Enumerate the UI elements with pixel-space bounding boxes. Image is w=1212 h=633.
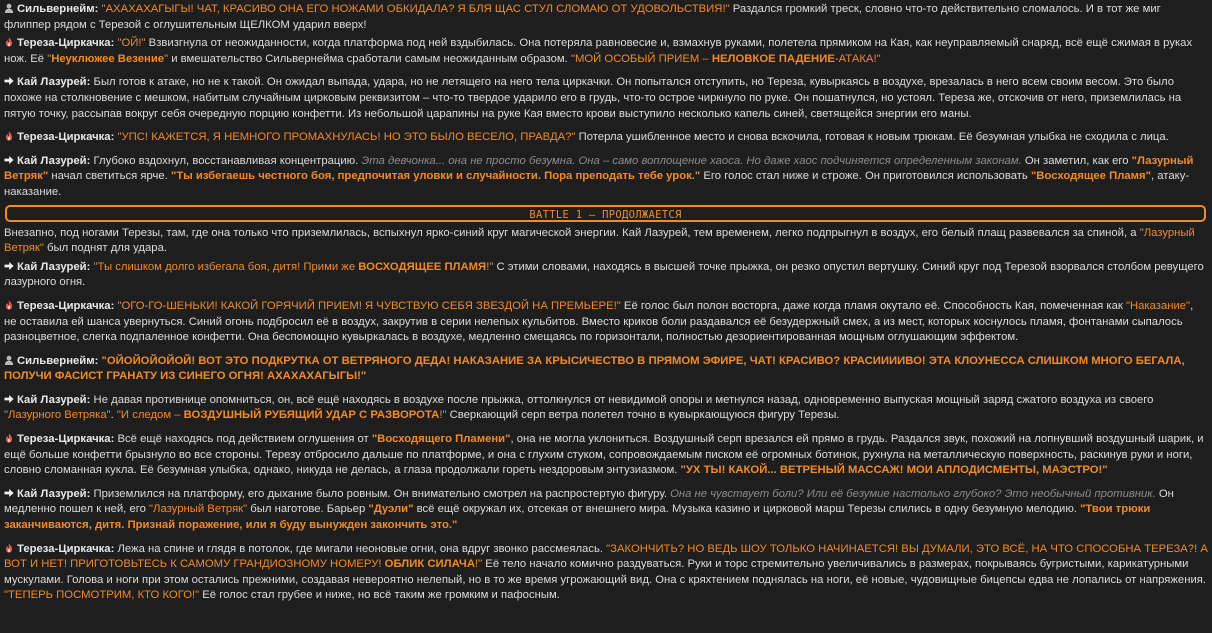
narration: Он заметил, как его (1021, 154, 1132, 167)
skill-name: НЕЛОВКОЕ ПАДЕНИЕ (711, 52, 835, 65)
narration: Не давая противнице опомниться, он, всё ещё находясь в воздухе после прыжка, оттолкнулся от невидимой опоры и метнулся назад, одновременно выпуская мощный заряд сжатого воздуха из своего (90, 393, 1154, 406)
quote: !" (486, 260, 494, 273)
flame-icon (4, 433, 14, 443)
skill-name: "Восходящего Пламени" (371, 433, 511, 446)
skill-name: ОБЛИК СИЛАЧА (384, 558, 475, 571)
user-icon (4, 3, 14, 13)
quote-mark: " (47, 52, 52, 65)
narration: Сверкающий серп ветра полетел точно в кувыркающуюся фигуру Терезы. (446, 409, 840, 422)
message-kai-2 (4, 154, 1208, 201)
quote: "И следом – (116, 409, 184, 422)
skill-name: "Наказание" (1125, 299, 1191, 312)
narration: , атаку-наказание. (4, 170, 1190, 198)
message-kai-5 (4, 487, 1208, 534)
narration: начал светиться ярче. (48, 170, 171, 183)
quote: "ЗАКОНЧИТЬ? НО ВЕДЬ ШОУ ТОЛЬКО НАЧИНАЕТСЯ! ВЫ ДУМАЛИ, ЭТО ВСЁ, НА ЧТО СПОСОБНА ТЕРЕЗА?! А ВОТ И НЕТ! ПРИГОТОВЬТЕСЬ К САМОМУ ГРАНДИОЗНОМУ НОМЕРУ! (4, 542, 1208, 571)
message-kai-1 (4, 75, 1208, 122)
flame-icon (4, 131, 14, 141)
narration: и вмешательство Сильвернейма сработали самым неожиданным образом. (168, 52, 571, 65)
message-kai-3 (4, 260, 1208, 291)
skill-name: Неуклюжее Везение (51, 52, 165, 65)
quote: "МОЙ ОСОБЫЙ ПРИЕМ – (570, 52, 712, 65)
arrow-icon (4, 155, 14, 165)
message-tereza-5 (4, 542, 1208, 604)
message-tereza-2 (4, 130, 1208, 146)
flame-icon (4, 543, 14, 553)
weapon-name: "Лазурный Ветряк" (4, 226, 1195, 255)
narration: , она не могла уклониться. Воздушный серп врезался ей прямо в грудь. Раздался звук, похожий на лопнувший воздушный шарик, и ещё больше конфетти брызнуло во все стороны. Терезу отбросило дальше по платформе, и она с глухим стуком, сопровождаемым писком её огромных ботинок, рухнула на металлическую поверхность, раскинув руки и ноги, словно сломанная кукла. Её безумная улыбка, однако, никуда не делась, а глаза продолжали гореть нездоровым энтузиазмом. (4, 433, 1204, 477)
message-silver-2 (4, 354, 1208, 385)
narration: . (110, 409, 117, 422)
message-tereza-3 (4, 299, 1208, 346)
message-silver-1 (4, 2, 1208, 33)
narration: Раздался громкий треск, словно что-то действительно сломалось. И в тот же миг флиппер рядом с Терезой с оглушительным ЩЕЛКОМ ударил вверх! (4, 3, 1161, 31)
message-kai-4 (4, 393, 1208, 424)
narration: Всё ещё находясь под действием оглушения от (114, 433, 372, 446)
narration: был наготове. Барьер (247, 503, 369, 516)
narration: Лежа на спине и глядя в потолок, где мигали неоновые огни, она вдруг звонко рассмеялась. (114, 542, 607, 555)
quote: !" (439, 409, 447, 422)
narration: Взвизгнула от неожиданности, когда платформа под ней вздыбилась. Она потеряла равновесие и, взмахнув руками, полетела прямиком на Кая, как неуправляемый снаряд, всё ещё сжимая в руках нож. Её (4, 37, 1193, 65)
thought: Эта девчонка... она не просто безумна. Она – само воплощение хаоса. Но даже хаос подчиняется определенным законам. (361, 154, 1022, 167)
quote: "Твои трюки заканчиваются, дитя. Признай поражение, или я буду вынужден закончить это." (4, 503, 1151, 532)
speaker-name: Кай Лазурей: (17, 487, 91, 500)
narration: Приземлился на платформу, его дыхание было ровным. Он внимательно смотрел на распростертую фигуру. (90, 487, 671, 500)
quote: "ОЙ!" (117, 37, 146, 50)
narration: Её голос стал грубее и ниже, но всё таким же громким и пафосным. (199, 589, 560, 602)
speaker-name: Сильвернейм: (17, 354, 99, 367)
quote: "ОГО-ГО-ШЕНЬКИ! КАКОЙ ГОРЯЧИЙ ПРИЕМ! Я ЧУВСТВУЮ СЕБЯ ЗВЕЗДОЙ НА ПРЕМЬЕРЕ!" (117, 299, 621, 312)
narration: Глубоко вздохнул, восстанавливая концентрацию. (90, 154, 362, 167)
quote-mark: " (164, 52, 169, 65)
flame-icon (4, 37, 14, 47)
weapon-name: "Лазурный Ветряк" (4, 154, 1194, 183)
speaker-name: Тереза-Циркачка: (17, 433, 115, 446)
quote: -АТАКА!" (834, 52, 881, 65)
arrow-icon (4, 394, 14, 404)
narration: , не оставила ей шанса увернуться. Синий огонь подбросил её в воздух, закрутив в серии нелепых кульбитов. Вместо криков боли раздавался её безудержный смех, а из мест, которых коснулось пламя, фонтанами сыпалось разноцветное, слегка подпаленное конфетти. Она беспомощно кувыркалась в воздухе, медленно смещаясь по горизонтали, полностью дезориентированная мощным оглушающим эффектом. (4, 299, 1194, 344)
quote: "УПС! КАЖЕТСЯ, Я НЕМНОГО ПРОМАХНУЛАСЬ! НО ЭТО БЫЛО ВЕСЕЛО, ПРАВДА?" (117, 131, 576, 144)
narration: Был готов к атаке, но не к такой. Он ожидал выпада, удара, но не летящего на него тела циркачки. Он попытался отступить, но Тереза, кувыркаясь в воздухе, врезалась в него всем своим весом. Это было похоже на столкновение с мешком, набитым случайным цирковым реквизитом – что-то твердое ударило его в грудь, что-то острое чиркнуло по руке. Он пошатнулся, но устоял. Тереза же, отскочив от него, приземлилась на пятую точку, рассыпав вокруг себя очередную порцию конфетти. Из небольшой царапины на руке Кая вместо крови выступило несколько капель синей, светящейся энергии его маны. (4, 76, 1182, 120)
speaker-name: Тереза-Циркачка: (17, 131, 115, 144)
thought: Она не чувствует боли? Или её безумие настолько глубоко? Это необычный противник. (670, 487, 1156, 500)
speaker-name: Кай Лазурей: (17, 76, 91, 89)
speaker-name: Тереза-Циркачка: (17, 299, 115, 312)
arrow-icon (4, 488, 14, 498)
quote: "Ты слишком долго избегала боя, дитя! Прими же (93, 260, 359, 273)
message-narration (4, 226, 1208, 257)
narration: Потерла ушибленное место и снова вскочила, готовая к новым трюкам. Её безумная улыбка не сходила с лица. (575, 131, 1169, 144)
weapon-name: "Лазурного Ветряка" (4, 409, 111, 422)
message-tereza-1 (4, 36, 1208, 67)
skill-name: ВОЗДУШНЫЙ РУБЯЩИЙ УДАР С РАЗВОРОТА (183, 409, 440, 422)
narration: был поднят для удара. (43, 242, 168, 255)
narration: Он медленно пошел к ней, его (4, 487, 1174, 516)
message-tereza-4 (4, 432, 1208, 479)
speaker-name: Кай Лазурей: (17, 154, 91, 167)
skill-name: "Дуэли" (368, 503, 414, 516)
narration: Её тело начало комично раздуваться. Руки и торс стремительно увеличивались в размерах, покрываясь бугристыми, карикатурными мускулами. Голова и ноги при этом остались прежними, создавая невероятно нелепый, но в то же время угрожающий вид. Она с кряхтением поднялась на ноги, её новые, чудовищные бицепсы едва не лопались от напряжения. (4, 558, 1207, 586)
skill-name: "Восходящее Пламя" (1030, 170, 1151, 183)
flame-icon (4, 300, 14, 310)
arrow-icon (4, 76, 14, 86)
speaker-name: Кай Лазурей: (17, 260, 91, 273)
narration: С этими словами, находясь в высшей точке прыжка, он резко опустил вертушку. Синий круг под Терезой взорвался столбом ревущего лазурного огня. (4, 260, 1204, 289)
quote: !" (474, 558, 483, 571)
narration: Его голос стал ниже и строже. Он приготовился использовать (700, 170, 1031, 183)
speaker-name: Кай Лазурей: (17, 393, 91, 406)
arrow-icon (4, 261, 14, 271)
quote: "АХАХАХАГЫГЫ! ЧАТ, КРАСИВО ОНА ЕГО НОЖАМИ ОБКИДАЛА? Я БЛЯ ЩАС СТУЛ СЛОМАЮ ОТ УДОВОЛЬСТВИЯ!" (101, 3, 730, 15)
speaker-name: Сильвернейм: (17, 3, 99, 15)
speaker-name: Тереза-Циркачка: (17, 37, 115, 50)
quote: "Ты избегаешь честного боя, предпочитая уловки и случайности. Пора преподать тебе урок." (170, 170, 701, 183)
speaker-name: Тереза-Циркачка: (17, 542, 115, 555)
skill-name: ВОСХОДЯЩЕЕ ПЛАМЯ (358, 260, 487, 273)
battle-banner: BATTLE 1 – ПРОДОЛЖАЕТСЯ (5, 205, 1206, 222)
weapon-name: "Лазурный Ветряк" (149, 503, 248, 516)
narration: всё ещё окружал их, отсекая от внешнего мира. Музыка казино и цирковой марш Терезы слились в одну безумную мелодию. (413, 503, 1081, 516)
quote: "ОЙОЙОЙОЙОЙ! ВОТ ЭТО ПОДКРУТКА ОТ ВЕТРЯНОГО ДЕДА! НАКАЗАНИЕ ЗА КРЫСИЧЕСТВО В ПРЯМОМ ЭФИРЕ, ЧАТ! КРАСИВО? КРАСИИИИВО! ЭТА КЛОУНЕССА СЛИШКОМ МНОГО БЕГАЛА, ПОЛУЧИ ФАСИСТ ГРАНАТУ ИЗ СИНЕГО ОГНЯ! АХАХАХАГЫГЫ!" (4, 354, 1185, 383)
quote: "ТЕПЕРЬ ПОСМОТРИМ, КТО КОГО!" (4, 589, 200, 602)
narration: Внезапно, под ногами Терезы, там, где она только что приземлилась, вспыхнул ярко-синий круг магической энергии. Кай Лазурей, тем временем, легко подпрыгнул в воздух, его белый плащ развевался за спиной, а (4, 226, 1140, 239)
quote: "УХ ТЫ! КАКОЙ... ВЕТРЕНЫЙ МАССАЖ! МОИ АПЛОДИСМЕНТЫ, МАЭСТРО!" (680, 464, 1108, 477)
user-icon (4, 355, 14, 365)
narration: Её голос был полон восторга, даже когда пламя окутало её. Способность Кая, помеченная как (620, 299, 1126, 312)
